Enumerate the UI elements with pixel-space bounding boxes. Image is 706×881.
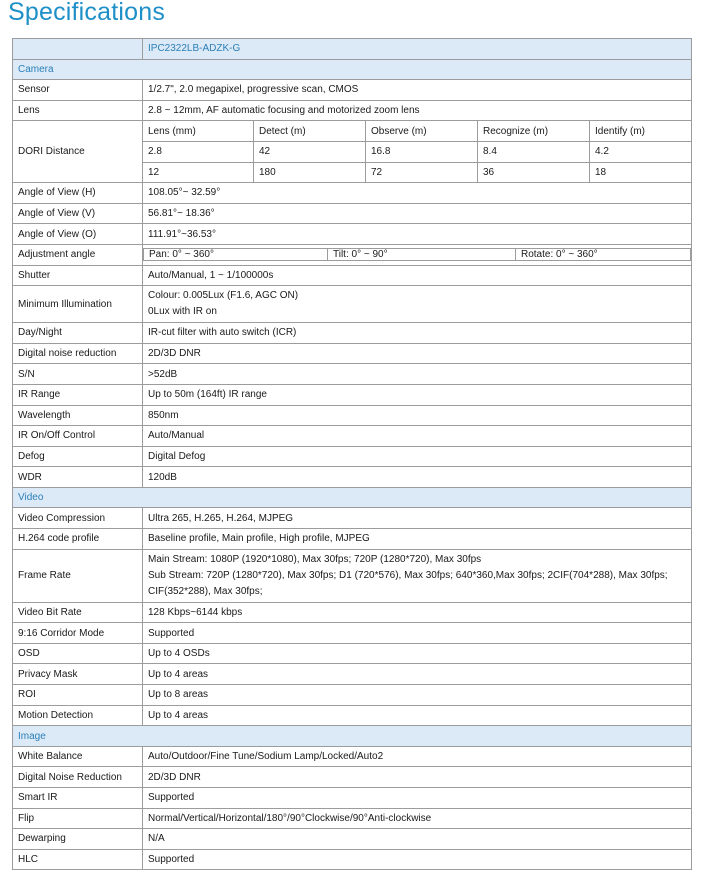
table-row <box>13 384 692 405</box>
illum-line: Colour: 0.005Lux (F1.6, AGC ON) <box>148 290 299 302</box>
row-label: Angle of View (H) <box>13 183 143 204</box>
row-value: Normal/Vertical/Horizontal/180°/90°Clockwise/90°Anti-clockwise <box>143 808 692 829</box>
row-value: IR-cut filter with auto switch (ICR) <box>143 323 692 344</box>
table-row <box>13 685 692 706</box>
row-label: OSD <box>13 643 143 664</box>
tilt-value: Tilt: 0° ~ 90° <box>328 249 516 261</box>
table-row <box>13 100 692 121</box>
dori-header: Recognize (m) <box>478 121 590 142</box>
row-label: WDR <box>13 467 143 488</box>
row-label: Angle of View (V) <box>13 203 143 224</box>
spec-table <box>12 38 692 870</box>
row-label: Angle of View (O) <box>13 224 143 245</box>
row-label: IR Range <box>13 384 143 405</box>
row-label: H.264 code profile <box>13 529 143 550</box>
row-value: Auto/Outdoor/Fine Tune/Sodium Lamp/Locked/Auto2 <box>143 746 692 767</box>
row-value: Up to 50m (164ft) IR range <box>143 384 692 405</box>
row-value: 2D/3D DNR <box>143 767 692 788</box>
row-value: Auto/Manual, 1 ~ 1/100000s <box>143 265 692 286</box>
table-row <box>13 183 692 204</box>
row-label: Privacy Mask <box>13 664 143 685</box>
table-row <box>13 705 692 726</box>
row-value: 2.8 ~ 12mm, AF automatic focusing and motorized zoom lens <box>143 100 692 121</box>
row-value: Ultra 265, H.265, H.264, MJPEG <box>143 508 692 529</box>
row-label: Flip <box>13 808 143 829</box>
section-image <box>13 726 692 747</box>
table-row <box>13 80 692 101</box>
section-title: Video <box>13 487 692 508</box>
table-row <box>13 446 692 467</box>
row-value: Up to 4 areas <box>143 664 692 685</box>
frame-rate-line: CIF(352*288), Max 30fps; <box>148 585 263 597</box>
dori-cell: 72 <box>366 162 478 183</box>
frame-rate-line: Sub Stream: 720P (1280*720), Max 30fps; D1 (720*576), Max 30fps; 640*360,Max 30fps; 2CIF(704*288), Max 30fps; <box>148 569 668 581</box>
row-label: Day/Night <box>13 323 143 344</box>
section-camera <box>13 59 692 80</box>
row-value <box>143 286 692 323</box>
section-video <box>13 487 692 508</box>
row-value: Supported <box>143 849 692 870</box>
table-row <box>13 467 692 488</box>
section-title: Camera <box>13 59 692 80</box>
rotate-value: Rotate: 0° ~ 360° <box>516 249 691 261</box>
row-value: 120dB <box>143 467 692 488</box>
table-row <box>13 664 692 685</box>
row-label: Motion Detection <box>13 705 143 726</box>
frame-rate-line: Main Stream: 1080P (1920*1080), Max 30fps; 720P (1280*720), Max 30fps <box>148 553 482 565</box>
table-row <box>13 265 692 286</box>
row-value: Baseline profile, Main profile, High profile, MJPEG <box>143 529 692 550</box>
row-label: HLC <box>13 849 143 870</box>
row-value: Up to 4 OSDs <box>143 643 692 664</box>
dori-cell: 8.4 <box>478 141 590 162</box>
dori-cell: 42 <box>254 141 366 162</box>
dori-cell: 36 <box>478 162 590 183</box>
row-label: Sensor <box>13 80 143 101</box>
row-label: ROI <box>13 685 143 706</box>
table-row <box>13 767 692 788</box>
row-label: Video Compression <box>13 508 143 529</box>
table-row <box>13 323 692 344</box>
row-value: Auto/Manual <box>143 426 692 447</box>
row-value: 111.91°~36.53° <box>143 224 692 245</box>
row-value: Up to 8 areas <box>143 685 692 706</box>
row-label: Video Bit Rate <box>13 602 143 623</box>
row-label: IR On/Off Control <box>13 426 143 447</box>
table-row <box>13 244 692 265</box>
dori-header: Identify (m) <box>590 121 692 142</box>
table-row <box>13 746 692 767</box>
row-value: N/A <box>143 829 692 850</box>
row-value: 128 Kbps~6144 kbps <box>143 602 692 623</box>
row-value: >52dB <box>143 364 692 385</box>
table-row <box>13 224 692 245</box>
row-value: 2D/3D DNR <box>143 343 692 364</box>
row-label: Minimum Illumination <box>13 286 143 323</box>
header-blank-cell <box>13 39 143 60</box>
page-title: Specifications <box>8 0 166 26</box>
table-row <box>13 829 692 850</box>
dori-cell: 12 <box>143 162 254 183</box>
table-row <box>13 508 692 529</box>
table-row <box>13 364 692 385</box>
table-row <box>13 405 692 426</box>
table-row <box>13 849 692 870</box>
row-value <box>143 549 692 602</box>
dori-header: Detect (m) <box>254 121 366 142</box>
table-row <box>13 623 692 644</box>
adjust-value <box>143 244 692 265</box>
row-label: Digital Noise Reduction <box>13 767 143 788</box>
table-row <box>13 343 692 364</box>
row-label: Adjustment angle <box>13 244 143 265</box>
dori-cell: 180 <box>254 162 366 183</box>
dori-cell: 4.2 <box>590 141 692 162</box>
adjust-subtable <box>143 248 691 261</box>
table-row <box>13 203 692 224</box>
row-value: Supported <box>143 788 692 809</box>
pan-value: Pan: 0° ~ 360° <box>144 249 328 261</box>
model-name: IPC2322LB-ADZK-G <box>143 39 692 60</box>
row-value: Digital Defog <box>143 446 692 467</box>
table-row <box>13 602 692 623</box>
row-value: Supported <box>143 623 692 644</box>
dori-header-row <box>13 121 692 142</box>
row-value: 108.05°~ 32.59° <box>143 183 692 204</box>
dori-header: Lens (mm) <box>143 121 254 142</box>
table-row <box>13 643 692 664</box>
illum-line: 0Lux with IR on <box>148 306 217 318</box>
row-label: Shutter <box>13 265 143 286</box>
model-header-row <box>13 39 692 60</box>
row-label: Wavelength <box>13 405 143 426</box>
row-label: Defog <box>13 446 143 467</box>
table-row <box>13 426 692 447</box>
dori-cell: 16.8 <box>366 141 478 162</box>
row-label: Digital noise reduction <box>13 343 143 364</box>
row-label: DORI Distance <box>13 121 143 183</box>
table-row <box>13 529 692 550</box>
dori-cell: 18 <box>590 162 692 183</box>
row-label: White Balance <box>13 746 143 767</box>
row-label: Lens <box>13 100 143 121</box>
row-label: S/N <box>13 364 143 385</box>
table-row <box>13 788 692 809</box>
row-label: Dewarping <box>13 829 143 850</box>
row-label: Smart IR <box>13 788 143 809</box>
row-label: 9:16 Corridor Mode <box>13 623 143 644</box>
dori-header: Observe (m) <box>366 121 478 142</box>
dori-cell: 2.8 <box>143 141 254 162</box>
row-value: 56.81°~ 18.36° <box>143 203 692 224</box>
table-row <box>13 286 692 323</box>
row-label: Frame Rate <box>13 549 143 602</box>
table-row <box>13 549 692 602</box>
row-value: 1/2.7", 2.0 megapixel, progressive scan, CMOS <box>143 80 692 101</box>
section-title: Image <box>13 726 692 747</box>
row-value: 850nm <box>143 405 692 426</box>
table-row <box>13 808 692 829</box>
row-value: Up to 4 areas <box>143 705 692 726</box>
